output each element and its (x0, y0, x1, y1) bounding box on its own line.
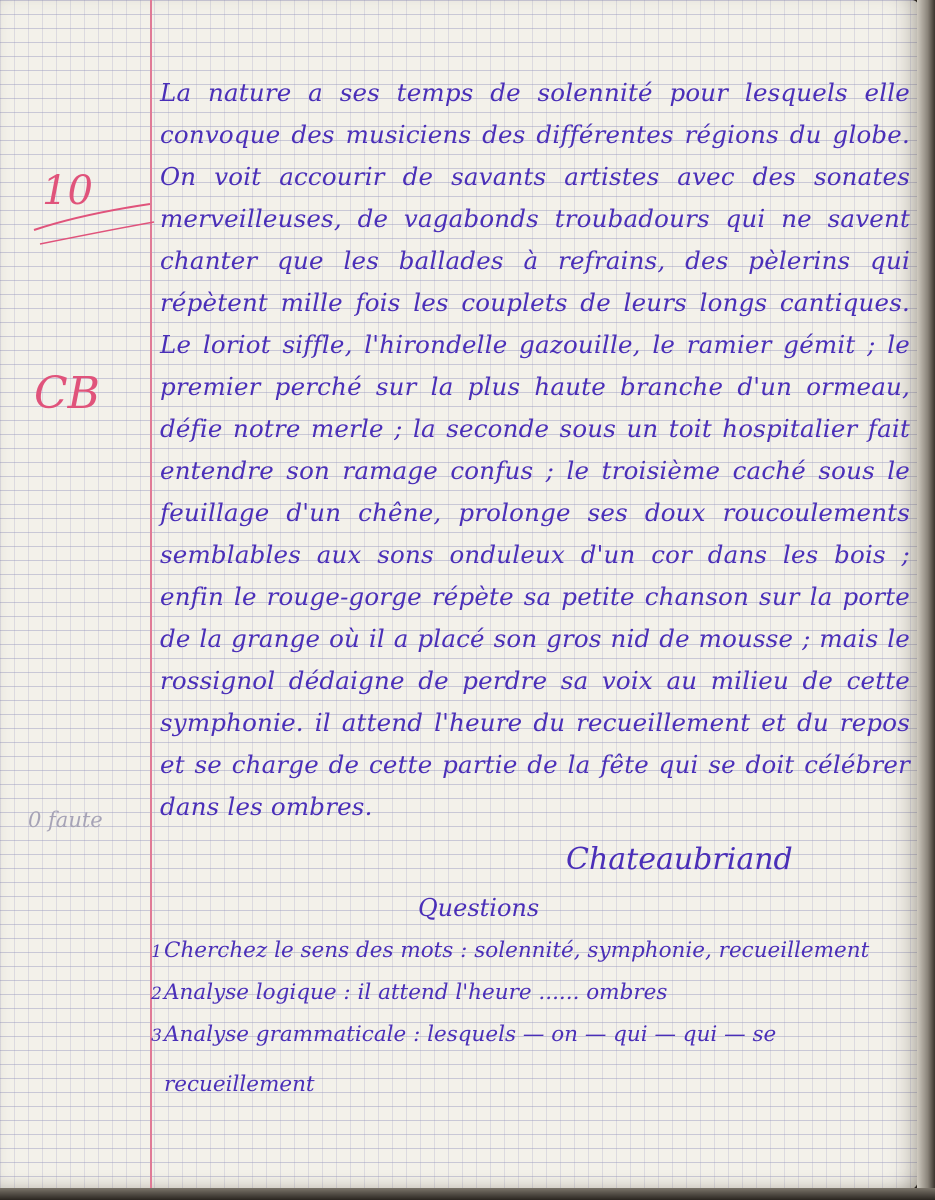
questions-list (142, 938, 912, 1106)
question-number: 1 (151, 942, 162, 962)
question-text: Analyse logique : il attend l'heure ...... ombres (164, 980, 668, 1005)
dictation-text: La nature a ses temps de solennité pour lesquels elle convoque des musiciens des différentes régions du globe. On voit accourir de savants artistes avec des sonates merveilleuses, de vagabonds troubadours qui ne savent chanter que les ballades à refrains, des pèlerins qui répètent mille fois les couplets de leurs longs cantiques. Le loriot siffle, l'hirondelle gazouille, le ramier gémit ; le premier perché sur la plus haute branche d'un ormeau, défie notre merle ; la seconde sous un toit hospitalier fait entendre son ramage confus ; le troisième caché sous le feuillage d'un chêne, prolonge ses doux roucoulements semblables aux sons onduleux d'un cor dans les bois ; enfin le rouge-gorge répète sa petite chanson sur la porte de la grange où il a placé son gros nid de mousse ; mais le rossignol dédaigne de perdre sa voix au milieu de cette symphonie. il attend l'heure du recueillement et du repos et se charge de cette partie de la fête qui se doit célébrer dans les ombres. (160, 78, 910, 821)
question-continuation: recueillement (164, 1072, 315, 1097)
question-number: 3 (151, 1026, 162, 1046)
question-item (142, 1022, 912, 1064)
teacher-initials: CB (34, 368, 100, 419)
notebook-bottom-edge (0, 1188, 935, 1200)
question-text: Cherchez le sens des mots : solennité, symphonie, recueillement (164, 938, 870, 963)
grade-mark: 10 (42, 168, 93, 214)
faults-note: 0 faute (28, 808, 103, 832)
grade-underline (30, 200, 160, 250)
question-number: 2 (151, 984, 162, 1004)
author-signature: Chateaubriand (566, 842, 793, 877)
questions-heading: Questions (418, 894, 540, 922)
question-text: Analyse grammaticale : lesquels — on — qui — qui — se (164, 1022, 777, 1047)
question-item (142, 938, 912, 980)
question-item (142, 980, 912, 1022)
notebook-spine (917, 0, 935, 1200)
